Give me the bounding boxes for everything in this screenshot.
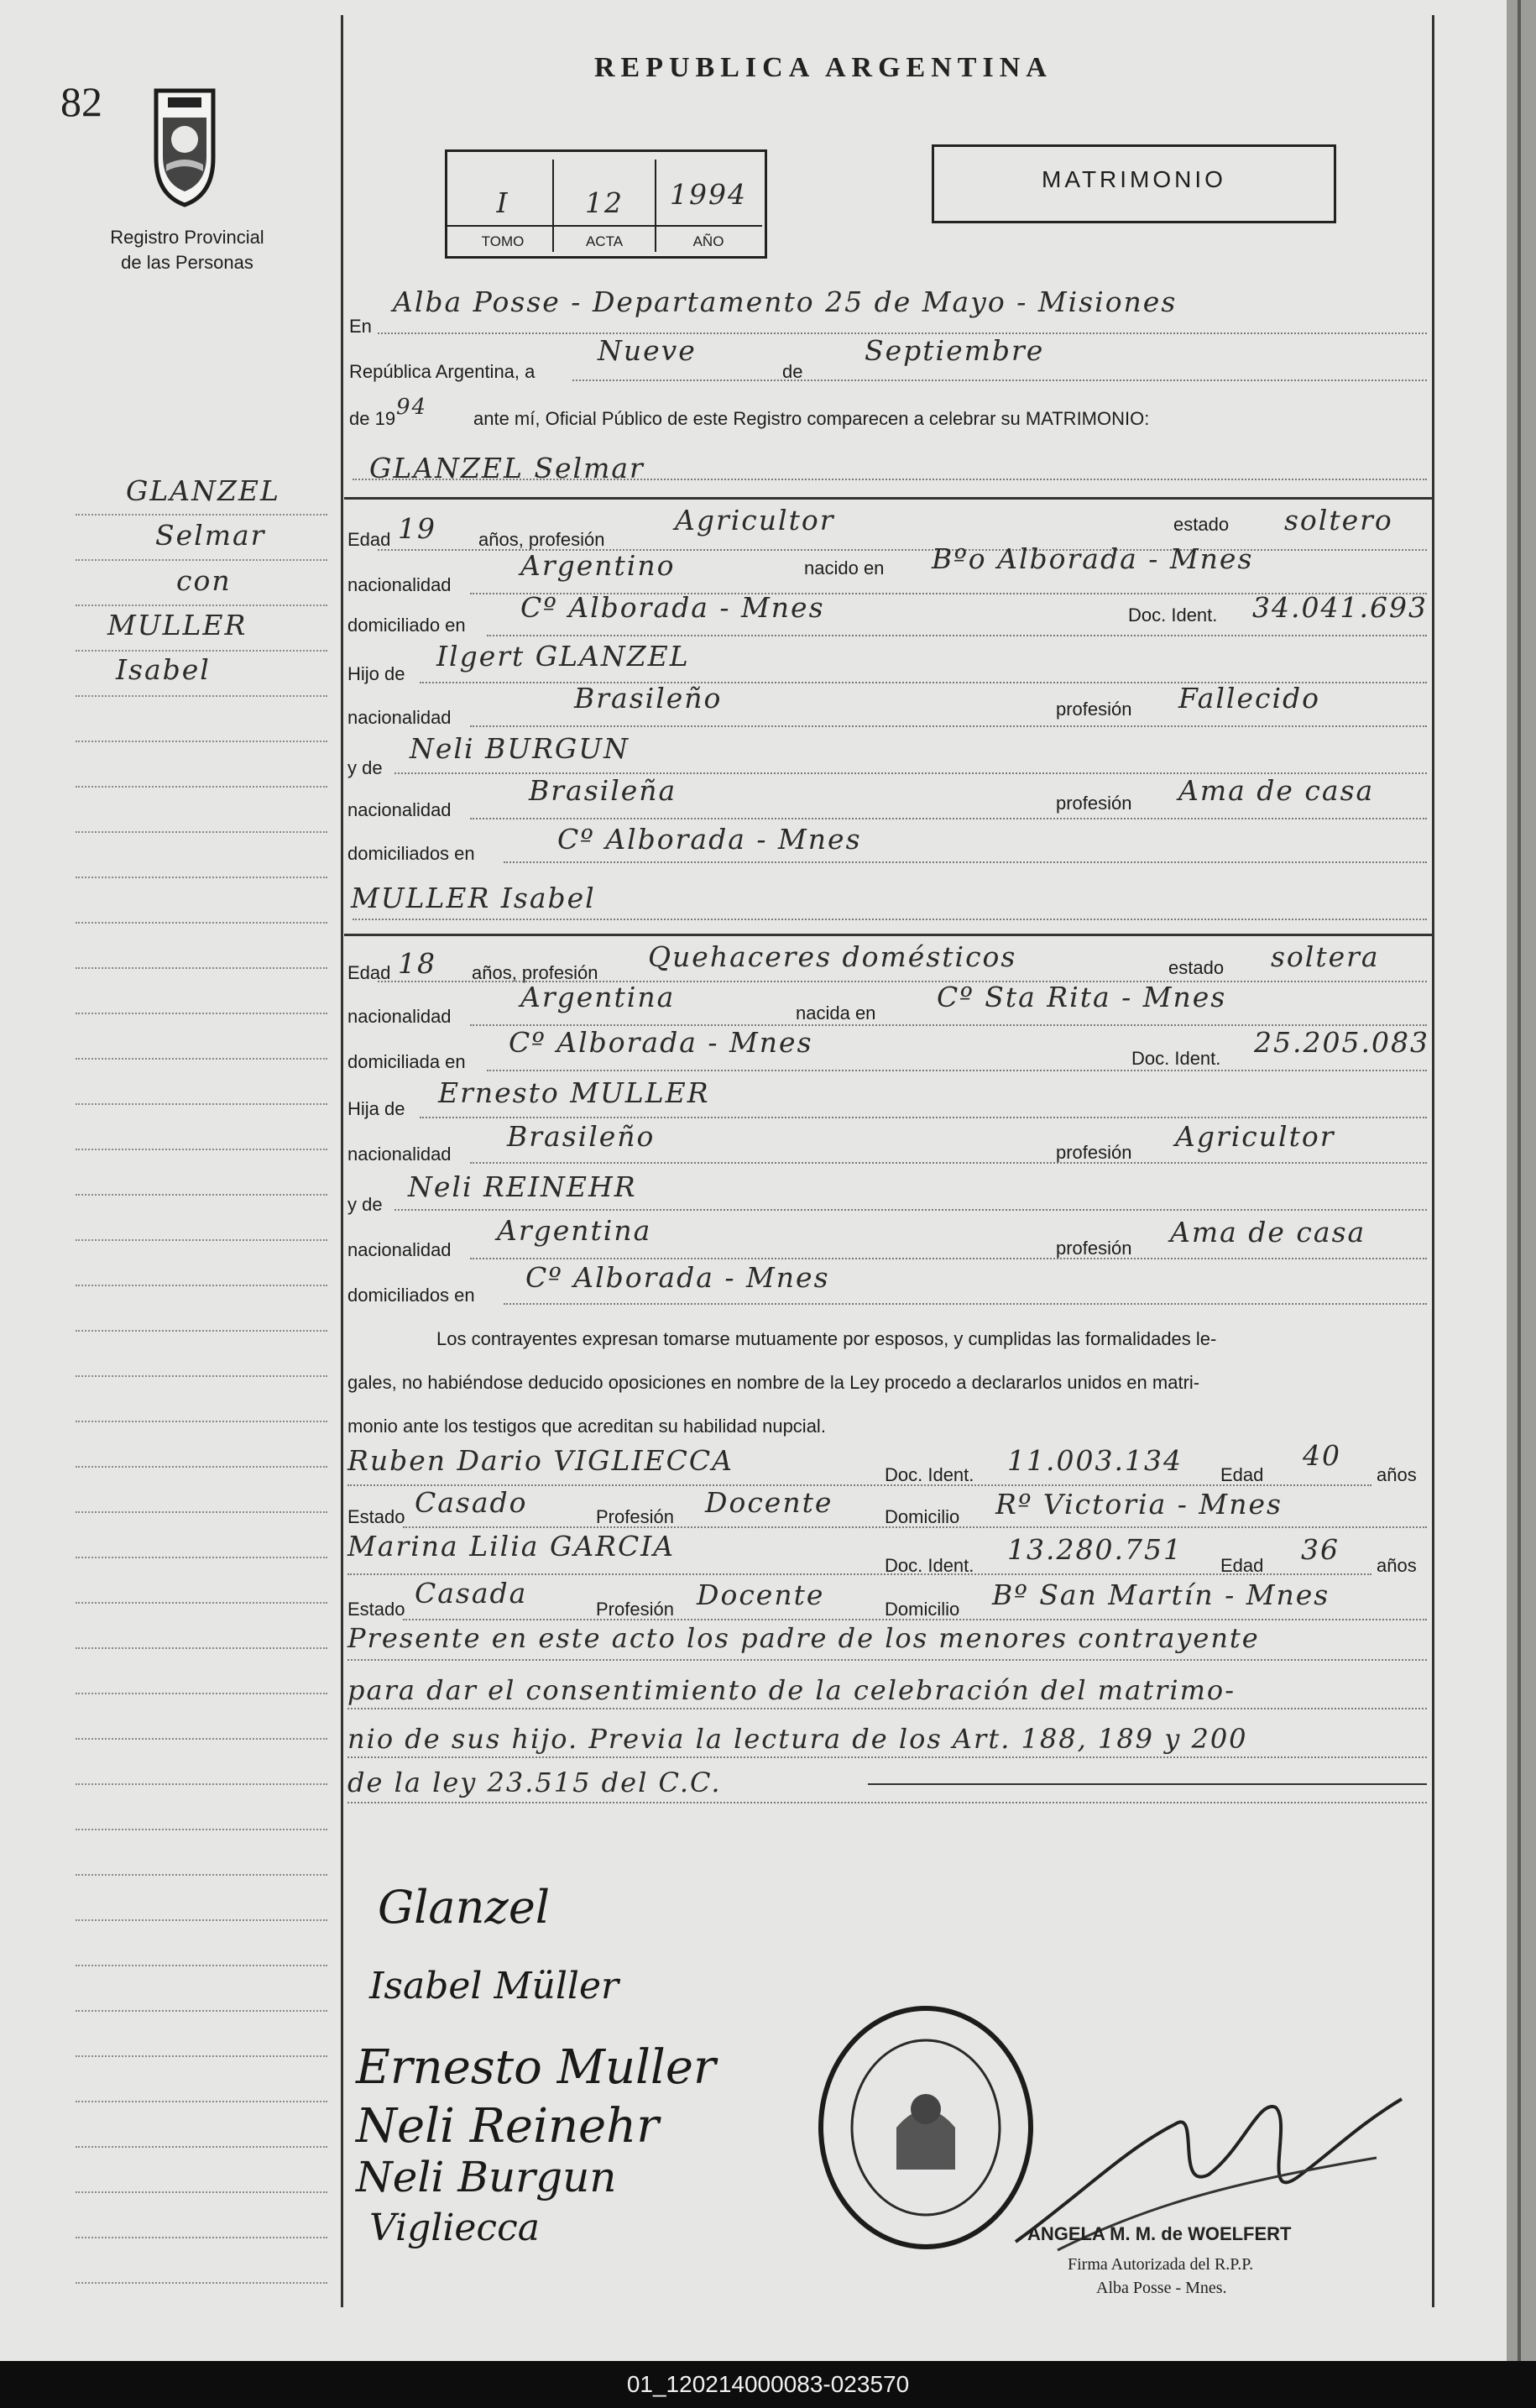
groom-parents-domicile-label: domiciliados en: [347, 843, 475, 864]
groom-status-label: estado: [1173, 514, 1230, 535]
bride-status: soltera: [1271, 940, 1380, 973]
en-label: En: [349, 316, 372, 337]
bride-father: Ernesto MULLER: [438, 1076, 710, 1109]
bride-doc-id: 25.205.083: [1254, 1026, 1429, 1059]
witness-signature: Vigliecca: [369, 2206, 540, 2249]
groom-domicile: Cº Alborada - Mnes: [520, 591, 825, 624]
bride-mother-nationality: Argentina: [497, 1214, 652, 1247]
year-suffix: 94: [396, 395, 428, 420]
margin-rule: [76, 967, 327, 969]
margin-rule: [76, 2282, 327, 2284]
registry-name-line2: de las Personas: [121, 252, 253, 273]
bride-mother-label: y de: [347, 1194, 383, 1215]
intro-statement: ante mí, Oficial Público de este Registro comparecen a celebrar su MATRIMONIO:: [473, 408, 1150, 429]
witness-1-years-label: años: [1377, 1464, 1417, 1485]
right-border: [1432, 15, 1434, 2307]
bride-doc-label: Doc. Ident.: [1131, 1048, 1221, 1069]
bride-mother-profession: Ama de casa: [1170, 1216, 1366, 1248]
groom-mother: Neli BURGUN: [410, 732, 630, 765]
margin-rule: [76, 741, 327, 742]
groom-mother-nationality-label: nacionalidad: [347, 799, 452, 820]
ano-value: 1994: [670, 178, 747, 211]
margin-rule: [76, 1194, 327, 1196]
provincial-seal-icon: [151, 84, 218, 208]
witness-2-age: 36: [1301, 1533, 1340, 1566]
margin-rule: [76, 922, 327, 924]
witness-2-profession: Docente: [697, 1578, 825, 1611]
margin-rule: [76, 1285, 327, 1286]
scan-id-footer: 01_120214000083-023570: [0, 2361, 1536, 2408]
margin-rule: [76, 559, 327, 561]
doc-type: MATRIMONIO: [1042, 166, 1226, 192]
margin-rule: [76, 1466, 327, 1468]
groom-mother-label: y de: [347, 757, 383, 778]
witness-1-profession-label: Profesión: [596, 1506, 674, 1527]
groom-domicile-label: domiciliado en: [347, 615, 466, 636]
bride-father-nationality: Brasileño: [507, 1120, 656, 1153]
witness-1-age-label: Edad: [1220, 1464, 1264, 1485]
groom-father-label: Hijo de: [347, 663, 405, 684]
ano-label: AÑO: [692, 233, 724, 249]
rule: [347, 1659, 1427, 1661]
rule: [403, 1619, 1427, 1620]
groom-mother-profession-label: profesión: [1056, 793, 1132, 814]
groom-signature: Glanzel: [378, 1881, 551, 1934]
groom-doc-id: 34.041.693: [1252, 591, 1428, 624]
bride-domicile-label: domiciliada en: [347, 1051, 466, 1072]
tomo-value: I: [496, 186, 509, 219]
margin-name-3: con: [176, 564, 232, 597]
rule: [487, 1070, 1427, 1071]
intro-day: Nueve: [598, 334, 697, 367]
margin-rule: [76, 2101, 327, 2102]
rule: [470, 1162, 1427, 1164]
bride-father-profession: Agricultor: [1175, 1120, 1335, 1153]
bride-status-label: estado: [1168, 957, 1225, 978]
witness-2-profession-label: Profesión: [596, 1599, 674, 1620]
bride-mother-profession-label: profesión: [1056, 1238, 1132, 1259]
margin-rule: [76, 2191, 327, 2193]
margin-rule: [76, 2055, 327, 2057]
witness-2-doc-id: 13.280.751: [1007, 1533, 1183, 1566]
margin-rule: [76, 786, 327, 788]
witness-1-profession: Docente: [705, 1486, 833, 1519]
note-line-2: para dar el consentimiento de la celebración del matrimo-: [347, 1674, 1236, 1706]
intro-place: Alba Posse - Departamento 25 de Mayo - Misiones: [393, 285, 1178, 318]
father-signature: Ernesto Muller: [356, 2040, 716, 2095]
groom-birthplace: Bºo Alborada - Mnes: [932, 542, 1254, 575]
witness-1-status: Casado: [415, 1486, 528, 1519]
margin-rule: [76, 1149, 327, 1150]
bride-father-profession-label: profesión: [1056, 1142, 1132, 1163]
margin-name-5: Isabel: [116, 653, 211, 686]
groom-father-profession: Fallecido: [1178, 682, 1320, 715]
bride-parents-domicile-label: domiciliados en: [347, 1285, 475, 1306]
bride-birthplace: Cº Sta Rita - Mnes: [937, 981, 1227, 1013]
groom-profession: Agricultor: [675, 504, 835, 537]
rule: [347, 1708, 1427, 1709]
bride-nationality: Argentina: [520, 981, 676, 1013]
groom-mother-nationality: Brasileña: [529, 774, 677, 807]
bride-parents-domicile: Cº Alborada - Mnes: [525, 1261, 830, 1294]
margin-rule: [76, 2146, 327, 2148]
margin-rule: [76, 1602, 327, 1604]
groom-nationality-label: nacionalidad: [347, 574, 452, 595]
intro-month: Septiembre: [865, 334, 1045, 367]
bride-domicile: Cº Alborada - Mnes: [509, 1026, 813, 1059]
registry-name-line1: Registro Provincial: [110, 227, 264, 248]
margin-rule: [76, 2237, 327, 2238]
bride-age: 18: [398, 947, 436, 980]
margin-rule: [76, 1058, 327, 1060]
bride-name: MULLER Isabel: [351, 882, 596, 914]
page-edge: [1507, 0, 1536, 2361]
note-closing-line: [868, 1783, 1427, 1785]
margin-rule: [76, 1421, 327, 1422]
margin-rule: [76, 605, 327, 606]
witness-2-doc-label: Doc. Ident.: [885, 1555, 974, 1576]
section-divider: [344, 934, 1432, 936]
bride-father-nationality-label: nacionalidad: [347, 1144, 452, 1165]
groom-mother-profession: Ama de casa: [1178, 774, 1375, 807]
rule: [420, 1117, 1427, 1118]
witness-1-age: 40: [1303, 1439, 1341, 1472]
rule: [347, 1802, 1427, 1803]
groom-age: 19: [398, 512, 436, 545]
margin-rule: [76, 1693, 327, 1694]
margin-rule: [76, 1330, 327, 1332]
rule: [470, 725, 1427, 727]
rule: [347, 1573, 1371, 1575]
groom-father: Ilgert GLANZEL: [436, 640, 690, 673]
witness-1-domicile-label: Domicilio: [885, 1506, 960, 1527]
margin-rule: [76, 1965, 327, 1966]
margin-rule: [76, 877, 327, 878]
groom-profession-label: años, profesión: [478, 529, 605, 550]
margin-divider: [341, 15, 343, 2307]
acta-label: ACTA: [585, 233, 624, 249]
official-stamp-icon: [812, 2002, 1039, 2254]
witness-1-doc-label: Doc. Ident.: [885, 1464, 974, 1485]
document-title: REPUBLICA ARGENTINA: [594, 52, 1053, 83]
groom-birthplace-label: nacido en: [804, 558, 885, 578]
de-label: de: [782, 361, 803, 382]
official-role: Firma Autorizada del R.P.P.: [1068, 2255, 1254, 2274]
witness-2-name: Marina Lilia GARCIA: [347, 1530, 676, 1563]
groom-age-label: Edad: [347, 529, 391, 550]
rule: [470, 1258, 1427, 1259]
rule: [403, 1526, 1427, 1528]
groom-parents-domicile: Cº Alborada - Mnes: [557, 823, 862, 856]
groom-doc-label: Doc. Ident.: [1128, 605, 1218, 626]
year-prefix: de 19: [349, 408, 396, 429]
witness-2-status-label: Estado: [347, 1599, 405, 1620]
margin-rule: [76, 695, 327, 697]
margin-rule: [76, 1557, 327, 1558]
bride-age-label: Edad: [347, 962, 391, 983]
margin-rule: [76, 1375, 327, 1377]
note-line-4: de la ley 23.515 del C.C.: [347, 1767, 722, 1798]
margin-rule: [76, 1647, 327, 1649]
bride-profession-label: años, profesión: [472, 962, 598, 983]
groom-father-profession-label: profesión: [1056, 699, 1132, 720]
margin-rule: [76, 1239, 327, 1241]
margin-rule: [76, 514, 327, 516]
section-divider: [344, 497, 1432, 500]
witness-2-status: Casada: [415, 1577, 528, 1610]
official-place: Alba Posse - Mnes.: [1096, 2279, 1227, 2297]
mother-groom-signature: Neli Burgun: [356, 2153, 617, 2201]
groom-name: GLANZEL Selmar: [369, 452, 645, 484]
rule: [487, 635, 1427, 636]
margin-name-4: MULLER: [107, 609, 248, 641]
margin-name-2: Selmar: [155, 519, 266, 552]
margin-rule: [76, 1919, 327, 1921]
groom-father-nationality: Brasileño: [574, 682, 723, 715]
page-number: 82: [60, 78, 102, 125]
page-edge-shadow: [1518, 0, 1521, 2361]
record-box-divider: [447, 225, 762, 227]
margin-rule: [76, 650, 327, 652]
official-name: ANGELA M. M. de WOELFERT: [1027, 2223, 1292, 2244]
note-line-1: Presente en este acto los padre de los menores contrayente: [347, 1622, 1260, 1654]
bride-father-label: Hija de: [347, 1098, 405, 1119]
declaration-line-2: gales, no habiéndose deducido oposiciones en nombre de la Ley procedo a declararlos unidos en matri-: [347, 1372, 1200, 1393]
rule: [353, 479, 1427, 480]
groom-father-nationality-label: nacionalidad: [347, 707, 452, 728]
acta-value: 12: [585, 186, 624, 219]
margin-rule: [76, 1013, 327, 1014]
declaration-line-1: Los contrayentes expresan tomarse mutuamente por esposos, y cumplidas las formalidades le-: [436, 1328, 1217, 1349]
margin-rule: [76, 2010, 327, 2012]
groom-nationality: Argentino: [520, 549, 676, 582]
rule: [572, 380, 1427, 381]
bride-nationality-label: nacionalidad: [347, 1006, 452, 1027]
mother-signature: Neli Reinehr: [356, 2099, 660, 2154]
witness-2-years-label: años: [1377, 1555, 1417, 1576]
witness-1-status-label: Estado: [347, 1506, 405, 1527]
margin-rule: [76, 1874, 327, 1876]
margin-rule: [76, 1783, 327, 1785]
bride-birthplace-label: nacida en: [796, 1002, 876, 1023]
rule: [504, 1303, 1427, 1305]
witness-2-domicile: Bº San Martín - Mnes: [992, 1578, 1330, 1611]
declaration-line-3: monio ante los testigos que acreditan su habilidad nupcial.: [347, 1416, 826, 1437]
margin-rule: [76, 1829, 327, 1830]
witness-2-domicile-label: Domicilio: [885, 1599, 960, 1620]
margin-rule: [76, 1103, 327, 1105]
bride-signature: Isabel Müller: [369, 1965, 619, 2008]
witness-2-age-label: Edad: [1220, 1555, 1264, 1576]
witness-1-name: Ruben Dario VIGLIECCA: [347, 1444, 734, 1477]
bride-mother-nationality-label: nacionalidad: [347, 1239, 452, 1260]
groom-status: soltero: [1284, 504, 1393, 537]
republica-label: República Argentina, a: [349, 361, 536, 382]
margin-rule: [76, 1738, 327, 1740]
margin-name-1: GLANZEL: [126, 474, 280, 507]
tomo-label: TOMO: [481, 233, 525, 249]
rule: [353, 919, 1427, 920]
rule: [470, 818, 1427, 819]
bride-mother: Neli REINEHR: [408, 1170, 637, 1203]
margin-rule: [76, 1511, 327, 1513]
witness-1-doc-id: 11.003.134: [1007, 1444, 1183, 1477]
margin-rule: [76, 831, 327, 833]
rule: [504, 861, 1427, 863]
bride-profession: Quehaceres domésticos: [648, 940, 1017, 973]
witness-1-domicile: Rº Victoria - Mnes: [995, 1488, 1283, 1521]
rule: [394, 1209, 1427, 1211]
note-line-3: nio de sus hijo. Previa la lectura de los Art. 188, 189 y 200: [347, 1723, 1248, 1755]
rule: [347, 1756, 1427, 1758]
